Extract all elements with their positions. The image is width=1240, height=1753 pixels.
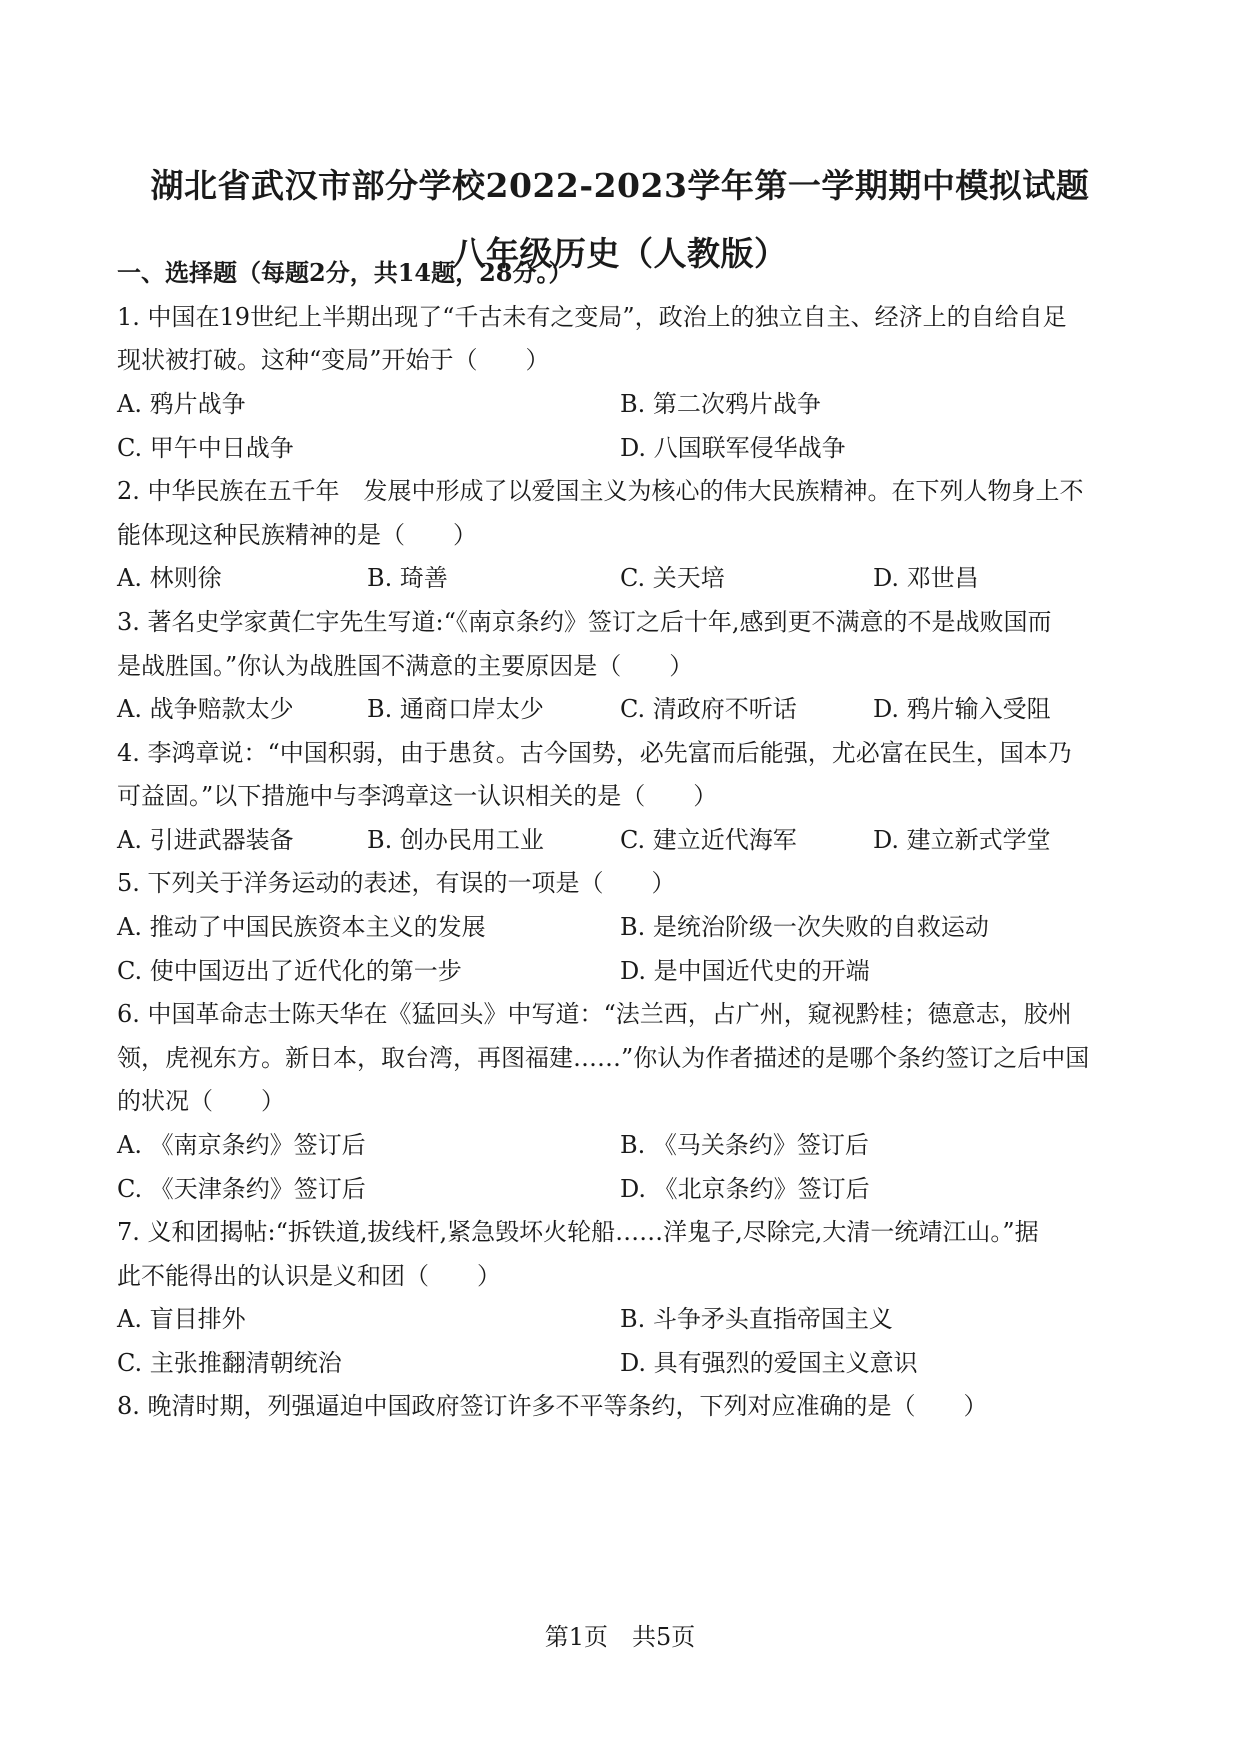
question-2-option-c: C. 关天培 bbox=[620, 564, 725, 592]
question-3-option-b: B. 通商口岸太少 bbox=[367, 695, 544, 723]
question-7-option-a: A. 盲目排外 bbox=[117, 1305, 246, 1333]
page-number: 第1页 共5页 bbox=[544, 1623, 696, 1651]
exam-title: 湖北省武汉市部分学校2022-2023学年第一学期期中模拟试题 bbox=[150, 166, 1090, 205]
question-1-line-1: 1. 中国在19世纪上半期出现了“千古未有之变局”，政治上的独立自主、经济上的自给自足 bbox=[117, 303, 1067, 331]
question-6-line-1: 6. 中国革命志士陈天华在《猛回头》中写道：“法兰西，占广州，窥视黔桂；德意志，胶州 bbox=[117, 1000, 1072, 1028]
section-heading: 一、选择题（每题2分，共14题，28分。） bbox=[117, 258, 573, 287]
question-4-line-1: 4. 李鸿章说：“中国积弱，由于患贫。古今国势，必先富而后能强，尤必富在民生，国本乃 bbox=[117, 739, 1072, 767]
question-3-line-2: 是战胜国。”你认为战胜国不满意的主要原因是（ ） bbox=[117, 652, 694, 680]
question-6-line-3: 的状况（ ） bbox=[117, 1087, 285, 1115]
question-4-option-d: D. 建立新式学堂 bbox=[873, 826, 1051, 854]
question-2-option-b: B. 琦善 bbox=[367, 564, 448, 592]
question-2-option-a: A. 林则徐 bbox=[117, 564, 222, 592]
question-7-line-1: 7. 义和团揭帖:“拆铁道,拔线杆,紧急毁坏火轮船……洋鬼子,尽除完,大清一统靖江山。”据 bbox=[117, 1218, 1039, 1246]
question-5-line-1: 5. 下列关于洋务运动的表述，有误的一项是（ ） bbox=[117, 869, 676, 897]
question-3-option-a: A. 战争赔款太少 bbox=[117, 695, 294, 723]
question-4-line-2: 可益固。”以下措施中与李鸿章这一认识相关的是（ ） bbox=[117, 782, 718, 810]
question-2-line-1: 2. 中华民族在五千年 发展中形成了以爱国主义为核心的伟大民族精神。在下列人物身上不 bbox=[117, 477, 1084, 505]
question-4-option-c: C. 建立近代海军 bbox=[620, 826, 797, 854]
question-1-line-2: 现状被打破。这种“变局”开始于（ ） bbox=[117, 346, 550, 374]
question-8-line-1: 8. 晚清时期，列强逼迫中国政府签订许多不平等条约，下列对应准确的是（ ） bbox=[117, 1392, 988, 1420]
question-3-line-1: 3. 著名史学家黄仁宇先生写道:“《南京条约》签订之后十年,感到更不满意的不是战败国而 bbox=[117, 608, 1052, 636]
question-7-option-b: B. 斗争矛头直指帝国主义 bbox=[620, 1305, 893, 1333]
question-5-option-c: C. 使中国迈出了近代化的第一步 bbox=[117, 957, 462, 985]
question-3-option-d: D. 鸦片输入受阻 bbox=[873, 695, 1051, 723]
exam-subtitle: 八年级历史（人教版） bbox=[452, 234, 788, 273]
question-4-option-b: B. 创办民用工业 bbox=[367, 826, 544, 854]
question-5-option-d: D. 是中国近代史的开端 bbox=[620, 957, 870, 985]
question-7-line-2: 此不能得出的认识是义和团（ ） bbox=[117, 1262, 501, 1290]
question-5-option-b: B. 是统治阶级一次失败的自救运动 bbox=[620, 913, 989, 941]
question-7-option-c: C. 主张推翻清朝统治 bbox=[117, 1349, 342, 1377]
question-1-option-c: C. 甲午中日战争 bbox=[117, 434, 294, 462]
question-6-option-b: B. 《马关条约》签订后 bbox=[620, 1131, 869, 1159]
question-1-option-d: D. 八国联军侵华战争 bbox=[620, 434, 846, 462]
question-2-option-d: D. 邓世昌 bbox=[873, 564, 979, 592]
question-6-option-d: D. 《北京条约》签订后 bbox=[620, 1175, 870, 1203]
question-2-line-2: 能体现这种民族精神的是（ ） bbox=[117, 521, 477, 549]
question-6-line-2: 领，虎视东方。新日本，取台湾，再图福建……”你认为作者描述的是哪个条约签订之后中国 bbox=[117, 1044, 1090, 1072]
question-6-option-a: A. 《南京条约》签订后 bbox=[117, 1131, 366, 1159]
question-5-option-a: A. 推动了中国民族资本主义的发展 bbox=[117, 913, 486, 941]
question-1-option-b: B. 第二次鸦片战争 bbox=[620, 390, 821, 418]
question-4-option-a: A. 引进武器装备 bbox=[117, 826, 294, 854]
question-6-option-c: C. 《天津条约》签订后 bbox=[117, 1175, 366, 1203]
question-3-option-c: C. 清政府不听话 bbox=[620, 695, 797, 723]
question-1-option-a: A. 鸦片战争 bbox=[117, 390, 246, 418]
question-7-option-d: D. 具有强烈的爱国主义意识 bbox=[620, 1349, 918, 1377]
